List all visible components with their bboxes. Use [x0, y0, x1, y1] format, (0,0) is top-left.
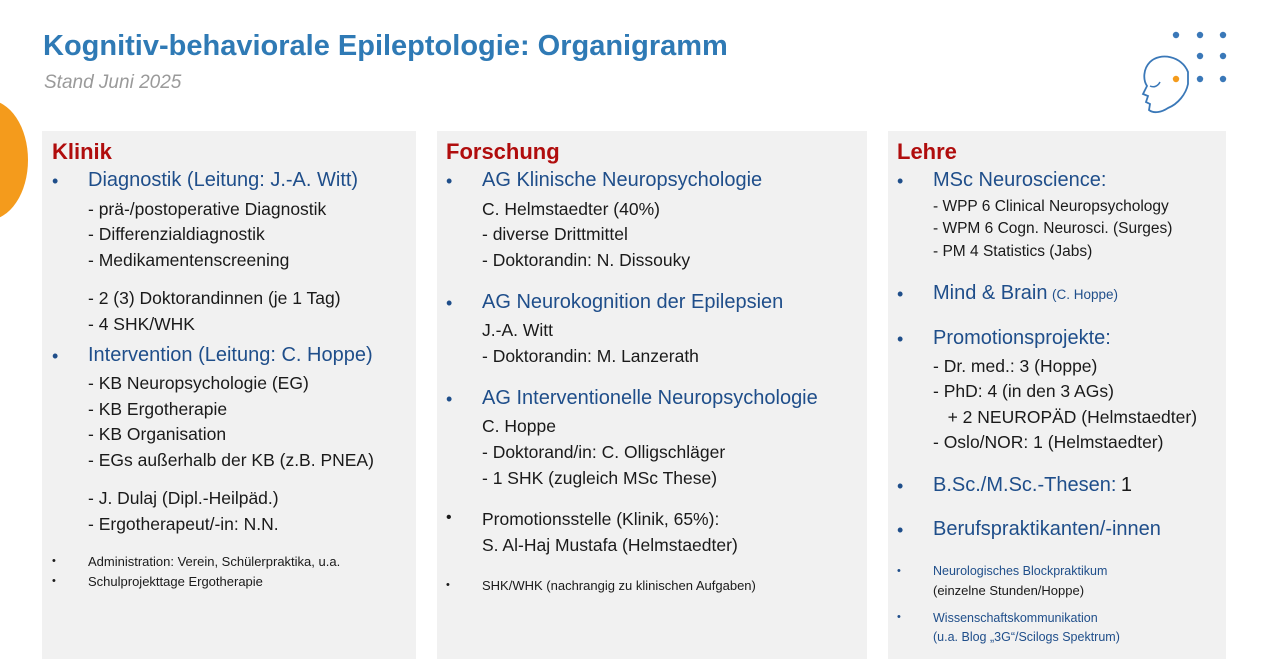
intervention-title: Intervention (Leitung: C. Hoppe) — [88, 344, 373, 366]
wiss-note: (u.a. Blog „3G“/Scilogs Spektrum) — [933, 630, 1120, 644]
berufs-title: Berufspraktikanten/-innen — [933, 518, 1161, 540]
promotion-title: Promotionsprojekte: — [933, 327, 1111, 349]
bullet-icon: • — [446, 389, 453, 409]
promotion-line: + 2 NEUROPÄD (Helmstaedter) — [933, 407, 1198, 427]
head-dots-logo-icon — [1138, 28, 1230, 118]
diagnostik-title: Diagnostik (Leitung: J.-A. Witt) — [88, 169, 359, 191]
wiss-title: Wissenschaftskommunikation — [933, 611, 1098, 625]
bullet-icon: • — [446, 579, 450, 591]
intervention-staff: - J. Dulaj (Dipl.-Heilpäd.) — [88, 488, 279, 508]
bullet-icon: • — [897, 565, 901, 577]
ag-line: - 1 SHK (zugleich MSc These) — [482, 468, 718, 488]
msc-title: MSc Neuroscience: — [933, 169, 1107, 191]
promotion-line: - Dr. med.: 3 (Hoppe) — [933, 356, 1098, 376]
orange-accent-shape — [0, 100, 28, 220]
bullet-icon: • — [897, 171, 904, 191]
forschung-heading: Forschung — [446, 139, 560, 164]
bullet-icon: • — [52, 555, 56, 567]
ag-line: - Doktorandin: M. Lanzerath — [482, 346, 699, 366]
mind-brain-title: Mind & Brain — [933, 282, 1048, 304]
thesen-item — [933, 474, 1132, 497]
diagnostik-staff: - 2 (3) Doktorandinnen (je 1 Tag) — [88, 288, 341, 308]
intervention-line: - KB Ergotherapie — [88, 399, 228, 419]
bullet-icon: • — [446, 509, 452, 526]
msc-line: - WPP 6 Clinical Neuropsychology — [933, 198, 1169, 215]
bullet-icon: • — [52, 575, 56, 587]
klinik-heading: Klinik — [52, 139, 112, 164]
ag-line: C. Helmstaedter (40%) — [482, 199, 660, 219]
klinik-panel — [42, 131, 416, 659]
page-title: Kognitiv-behaviorale Epileptologie: Organigramm — [43, 30, 728, 62]
ag-line: - Doktorand/in: C. Olligschläger — [482, 442, 726, 462]
diagnostik-staff: - 4 SHK/WHK — [88, 314, 195, 334]
thesen-title: B.Sc./M.Sc.-Thesen: — [933, 474, 1117, 496]
intervention-line: - EGs außerhalb der KB (z.B. PNEA) — [88, 450, 374, 470]
mind-brain-note: (C. Hoppe) — [1051, 287, 1118, 302]
diagnostik-line: - Medikamentenscreening — [88, 250, 290, 270]
promotion-line: Promotionsstelle (Klinik, 65%): — [482, 509, 720, 529]
msc-line: - WPM 6 Cogn. Neurosci. (Surges) — [933, 220, 1173, 237]
klinik-small-item: Administration: Verein, Schülerpraktika, u.a. — [88, 554, 341, 569]
ag-line: C. Hoppe — [482, 416, 556, 436]
bullet-icon: • — [52, 346, 59, 366]
diagnostik-line: - prä-/postoperative Diagnostik — [88, 199, 327, 219]
klinik-small-item: Schulprojekttage Ergotherapie — [88, 574, 263, 589]
ag-line: - Doktorandin: N. Dissouky — [482, 250, 691, 270]
shk-note: SHK/WHK (nachrangig zu klinischen Aufgaben) — [482, 578, 756, 593]
ag-title: AG Neurokognition der Epilepsien — [482, 291, 784, 313]
intervention-staff: - Ergotherapeut/-in: N.N. — [88, 514, 279, 534]
promotion-line: - Oslo/NOR: 1 (Helmstaedter) — [933, 432, 1164, 452]
diagnostik-line: - Differenzialdiagnostik — [88, 224, 265, 244]
intervention-line: - KB Organisation — [88, 424, 227, 444]
ag-line: J.-A. Witt — [482, 320, 553, 340]
lehre-panel — [888, 131, 1226, 659]
bullet-icon: • — [897, 284, 904, 304]
intervention-line: - KB Neuropsychologie (EG) — [88, 373, 309, 393]
ag-line: - diverse Drittmittel — [482, 224, 628, 244]
promotion-line: - PhD: 4 (in den 3 AGs) — [933, 381, 1114, 401]
thesen-count: 1 — [1120, 474, 1132, 496]
msc-line: - PM 4 Statistics (Jabs) — [933, 243, 1093, 260]
bullet-icon: • — [897, 329, 904, 349]
mind-brain-item — [933, 282, 1118, 305]
block-title: Neurologisches Blockpraktikum — [933, 564, 1108, 578]
bullet-icon: • — [446, 293, 453, 313]
bullet-icon: • — [897, 611, 901, 623]
ag-title: AG Interventionelle Neuropsychologie — [482, 387, 818, 409]
bullet-icon: • — [52, 171, 59, 191]
bullet-icon: • — [446, 171, 453, 191]
bullet-icon: • — [897, 520, 904, 540]
promotion-line: S. Al-Haj Mustafa (Helmstaedter) — [482, 535, 738, 555]
page-subtitle: Stand Juni 2025 — [44, 72, 182, 93]
forschung-panel — [437, 131, 867, 659]
ag-title: AG Klinische Neuropsychologie — [482, 169, 763, 191]
bullet-icon: • — [897, 476, 904, 496]
block-note: (einzelne Stunden/Hoppe) — [933, 583, 1085, 598]
lehre-heading: Lehre — [897, 139, 957, 164]
